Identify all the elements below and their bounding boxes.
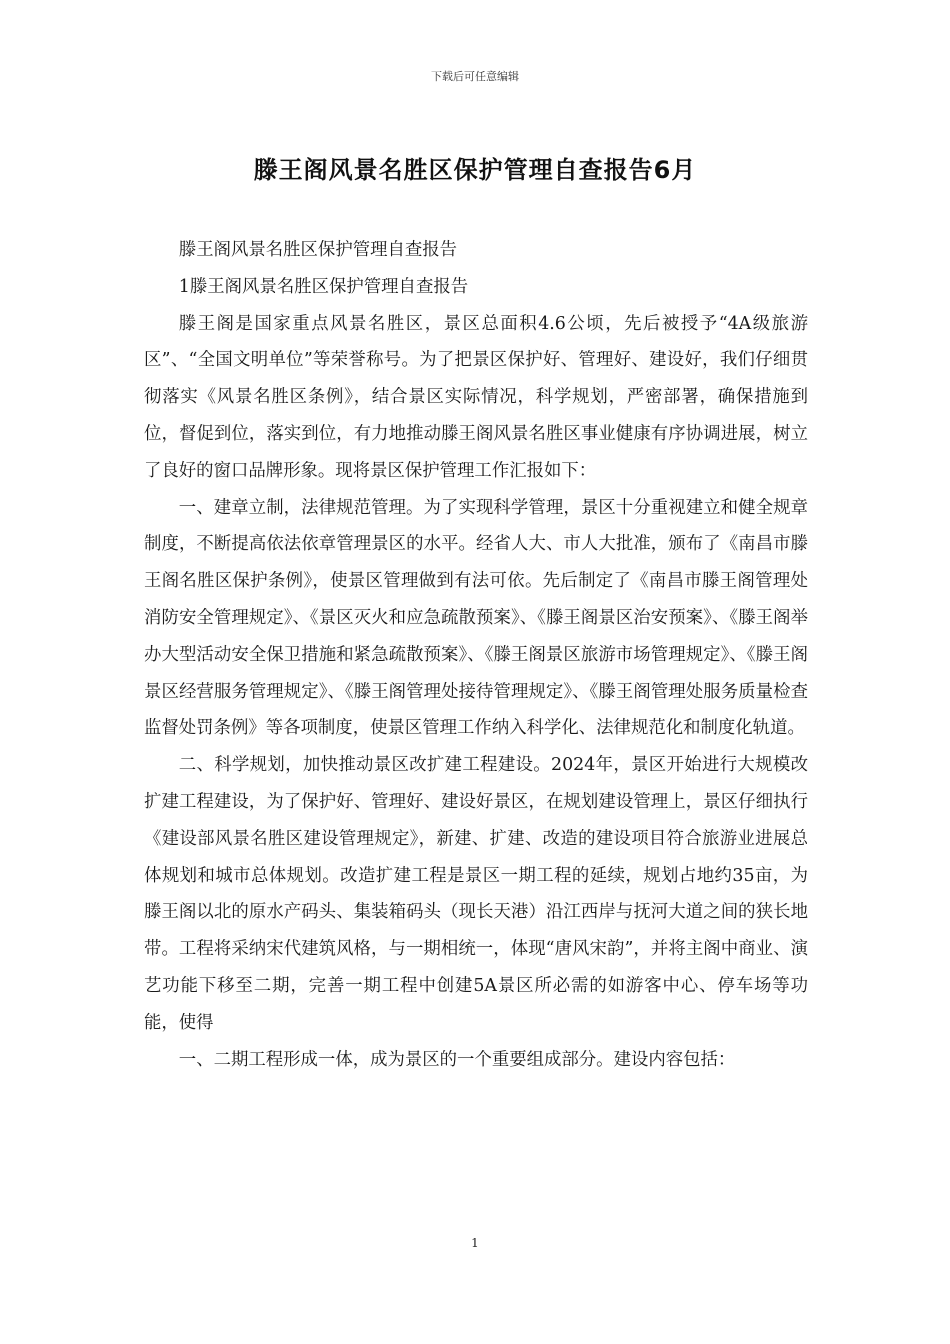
paragraph-regulations: 一、建章立制，法律规范管理。为了实现科学管理，景区十分重视建立和健全规章制度，不断提高依法依章管理景区的水平。经省人大、市人大批准，颁布了《南昌市滕王阁名胜区保护条例》，使景区管理做到有法可依。先后制定了《南昌市滕王阁管理处消防安全管理规定》、《景区灭火和应急疏散预案》、《滕王阁景区治安预案》、《滕王阁举办大型活动安全保卫措施和紧急疏散预案》、《滕王阁景区旅游市场管理规定》、《滕王阁景区经营服务管理规定》、《滕王阁管理处接待管理规定》、《滕王阁管理处服务质量检查监督处罚条例》等各项制度，使景区管理工作纳入科学化、法律规范化和制度化轨道。: [144, 497, 808, 739]
document-body: [144, 232, 808, 1078]
document-title: 滕王阁风景名胜区保护管理自查报告6月: [253, 156, 697, 184]
header-note: 下载后可任意编辑: [431, 70, 519, 83]
paragraph-intro: 滕王阁是国家重点风景名胜区，景区总面积4.6公顷，先后被授予“4A级旅游区”、“全国文明单位”等荣誉称号。为了把景区保护好、管理好、建设好，我们仔细贯彻落实《风景名胜区条例》，结合景区实际情况，科学规划，严密部署，确保措施到位，督促到位，落实到位，有力地推动滕王阁风景名胜区事业健康有序协调进展，树立了良好的窗口品牌形象。现将景区保护管理工作汇报如下：: [144, 313, 808, 481]
paragraph-section-heading: 1滕王阁风景名胜区保护管理自查报告: [178, 276, 469, 297]
page-number: 1: [471, 1236, 479, 1250]
paragraph-subtitle: 滕王阁风景名胜区保护管理自查报告: [178, 240, 458, 260]
paragraph-planning: 二、科学规划，加快推动景区改扩建工程建设。2024年，景区开始进行大规模改扩建工程建设，为了保护好、管理好、建设好景区，在规划建设管理上，景区仔细执行《建设部风景名胜区建设管理规定》，新建、扩建、改造的建设项目符合旅游业进展总体规划和城市总体规划。改造扩建工程是景区一期工程的延续，规划占地约35亩，为滕王阁以北的原水产码头、集装箱码头（现长天港）沿江西岸与抚河大道之间的狭长地带。工程将采纳宋代建筑风格，与一期相统一，体现“唐风宋韵”，并将主阁中商业、演艺功能下移至二期，完善一期工程中创建5A景区所必需的如游客中心、停车场等功能，使得: [144, 755, 808, 1033]
paragraph-phase-two: 一、二期工程形成一体，成为景区的一个重要组成部分。建设内容包括：: [178, 1049, 736, 1070]
